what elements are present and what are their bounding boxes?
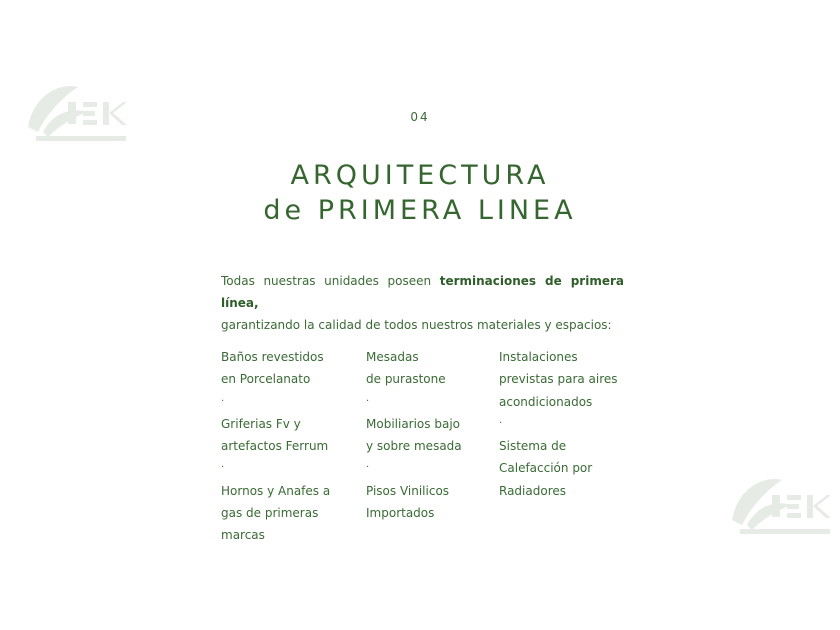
title-line-2: de PRIMERA LINEA xyxy=(263,195,577,226)
feature-item-line: Instalaciones xyxy=(499,350,578,364)
feature-item xyxy=(499,346,629,413)
feature-item xyxy=(366,346,486,391)
intro-highlight: terminaciones de primera línea, xyxy=(221,274,624,310)
item-separator: · xyxy=(221,395,225,407)
feature-item-line: Calefacción por xyxy=(499,461,593,476)
feature-item-line: marcas xyxy=(221,528,265,543)
title-line-1: ARQUITECTURA xyxy=(290,160,550,191)
feature-item xyxy=(366,413,486,458)
features-column-1 xyxy=(221,346,351,547)
item-separator: · xyxy=(366,462,370,474)
feature-item-line: Importados xyxy=(366,506,435,521)
item-separator: · xyxy=(366,395,370,407)
feature-item-line: acondicionados xyxy=(499,394,593,409)
item-separator: · xyxy=(499,417,503,429)
feature-item-line: y sobre mesada xyxy=(366,439,462,454)
feature-item-line: de purastone xyxy=(366,372,446,387)
intro-paragraph xyxy=(221,270,624,336)
feature-item-line: Griferias Fv y xyxy=(221,416,301,431)
feature-item-line: en Porcelanato xyxy=(221,372,311,387)
features-column-3 xyxy=(499,346,629,502)
feature-item xyxy=(221,480,351,547)
feature-item xyxy=(221,346,351,391)
feature-item-line: Hornos y Anafes a xyxy=(221,483,331,498)
feature-item xyxy=(499,435,629,502)
feature-item-line: Mesadas xyxy=(366,350,419,364)
feature-item-line: Baños revestidos xyxy=(221,350,324,364)
item-separator: · xyxy=(221,462,225,474)
feature-item xyxy=(366,480,486,525)
feature-item-line: Mobiliarios bajo xyxy=(366,416,460,431)
intro-text-after: garantizando la calidad de todos nuestros materiales y espacios: xyxy=(221,318,612,332)
intro-text: Todas nuestras unidades poseen xyxy=(221,274,440,288)
page-number: 04 xyxy=(410,110,430,124)
feature-item-line: previstas para aires xyxy=(499,372,618,387)
feature-item-line: Pisos Vinilicos xyxy=(366,483,450,498)
feature-item-line: gas de primeras xyxy=(221,506,319,521)
page-title xyxy=(0,158,840,228)
leaf-logo-icon xyxy=(712,465,837,545)
features-column-2 xyxy=(366,346,486,524)
feature-item xyxy=(221,413,351,458)
feature-item-line: artefactos Ferrum xyxy=(221,439,329,454)
feature-item-line: Radiadores xyxy=(499,483,566,498)
feature-item-line: Sistema de xyxy=(499,439,567,454)
intro-line-1 xyxy=(221,270,624,314)
